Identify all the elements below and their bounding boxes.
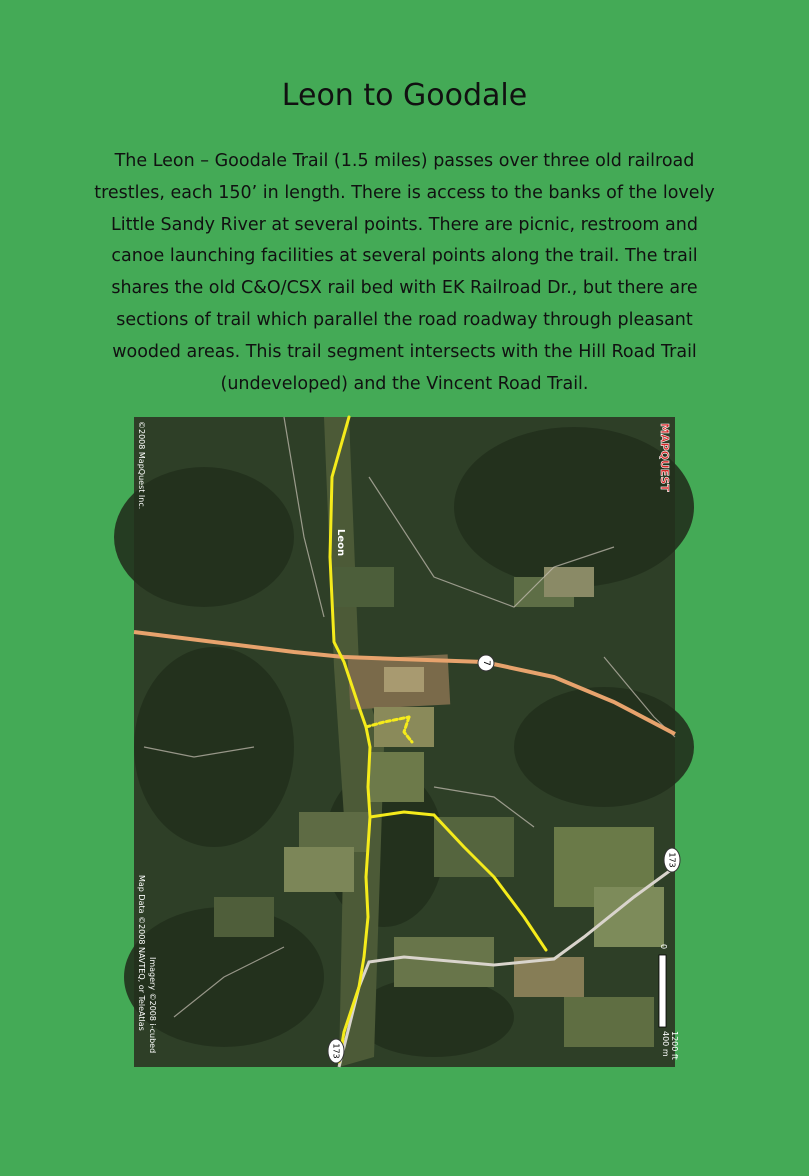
description-line: wooded areas. This trail segment intersects with the Hill Road Trail <box>112 341 697 362</box>
description-line: Little Sandy River at several points. There are picnic, restroom and <box>111 214 698 235</box>
route-7-label: 7 <box>481 660 491 666</box>
scale-feet: 1200 ft <box>670 1031 679 1060</box>
description-line: canoe launching facilities at several points along the trail. The trail <box>111 246 698 267</box>
description-line: sections of trail which parallel the road roadway through pleasant <box>116 309 693 330</box>
route-173-label: 173 <box>331 1043 341 1059</box>
description-line: trestles, each 150’ in length. There is access to the banks of the lovely <box>94 182 715 203</box>
route-7-shield <box>478 655 494 671</box>
town-label: Leon <box>335 529 346 557</box>
page-title: Leon to Goodale <box>281 78 528 113</box>
description-line: The Leon – Goodale Trail (1.5 miles) passes over three old railroad <box>114 151 695 171</box>
route-edge-label: 173 <box>667 852 677 868</box>
copyright-mapquest: ©2008 MapQuest Inc. <box>137 421 146 510</box>
trail-description <box>84 146 725 400</box>
copyright-map-data: Map Data ©2008 NAVTEQ, or TeleAtlas <box>137 875 146 1031</box>
description-line: shares the old C&O/CSX rail bed with EK Railroad Dr., but there are <box>111 278 698 299</box>
copyright-imagery: Imagery ©2008 i-cubed <box>148 957 157 1054</box>
mapquest-logo: MAPQUEST <box>658 423 671 492</box>
scale-meters: 400 m <box>661 1031 670 1057</box>
satellite-map[interactable] <box>134 417 679 1067</box>
route-173-shield <box>328 1039 344 1063</box>
scale-zero: 0 <box>659 944 668 950</box>
description-line: (undeveloped) and the Vincent Road Trail. <box>220 373 589 394</box>
map-canvas[interactable] <box>134 417 679 1067</box>
route-edge-shield <box>664 848 680 872</box>
